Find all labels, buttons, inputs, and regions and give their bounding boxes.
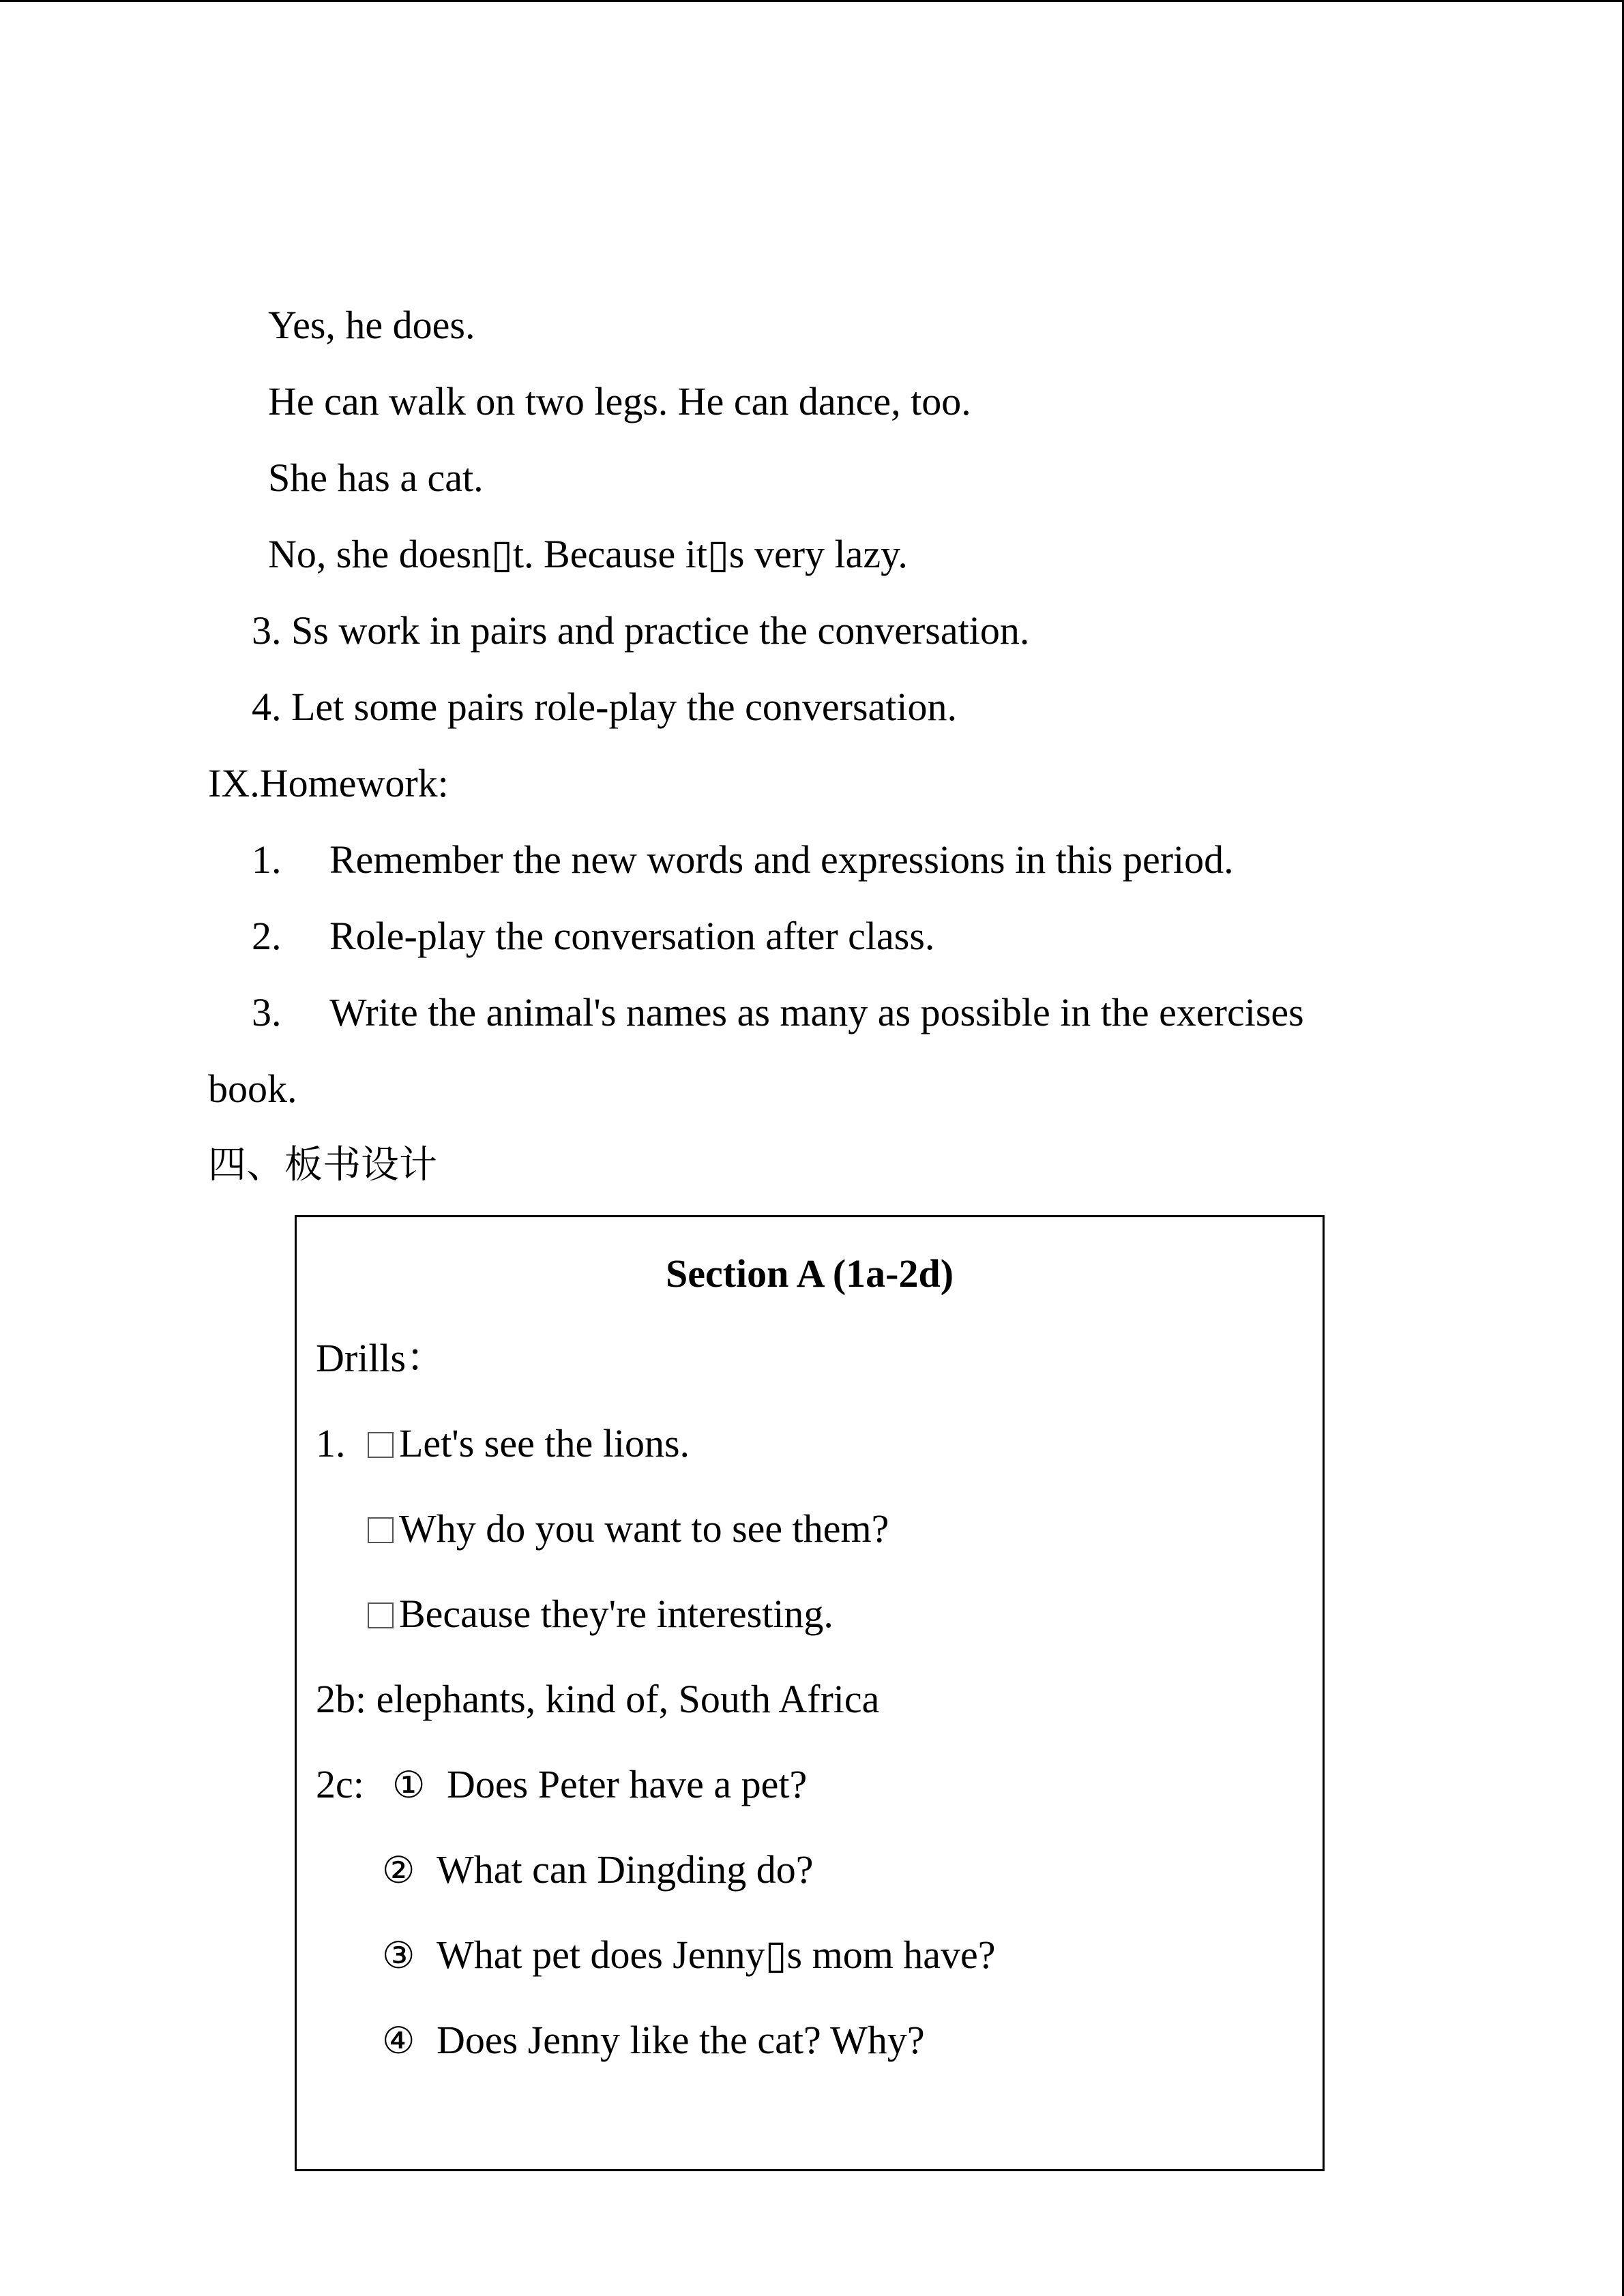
circled-number-icon: ①	[392, 1763, 426, 1806]
board-title: Section A (1a-2d)	[665, 1251, 954, 1296]
circled-number-icon: ④	[382, 2019, 415, 2062]
page-top-border	[0, 0, 1624, 2]
homework-item-3-num: 3.	[252, 990, 282, 1034]
homework-heading: IX.Homework:	[208, 761, 449, 805]
placeholder-box-icon	[368, 1517, 394, 1543]
question-4: ④ Does Jenny like the cat? Why?	[382, 2016, 925, 2065]
answer-line-1: Yes, he does.	[268, 303, 475, 347]
section-heading: 四、板书设计	[208, 1143, 437, 1187]
question-1: ① Does Peter have a pet?	[392, 1761, 807, 1809]
homework-item-2-text: Role-play the conversation after class.	[329, 914, 935, 958]
question-3: ③ What pet does Jenny▯s mom have?	[382, 1931, 996, 1980]
homework-item-1-num: 1.	[252, 837, 282, 882]
homework-item-3-text: Write the animal's names as many as possible in the exercises	[329, 990, 1304, 1034]
drills-label: Drills：	[316, 1336, 446, 1380]
answer-line-2: He can walk on two legs. He can dance, too.	[268, 379, 971, 423]
drill-line-2: Why do you want to see them?	[368, 1505, 889, 1553]
answer-line-3: She has a cat.	[268, 456, 484, 500]
blackboard-design-box	[295, 1215, 1325, 2171]
circled-number-icon: ③	[382, 1934, 415, 1977]
homework-item-3-wrap: book.	[208, 1067, 297, 1111]
step-4-line: 4. Let some pairs role-play the conversation.	[252, 685, 958, 729]
label-2c: 2c:	[316, 1762, 364, 1806]
answer-line-4: No, she doesn▯t. Because it▯s very lazy.	[268, 532, 908, 576]
placeholder-box-icon	[368, 1432, 394, 1458]
circled-number-icon: ②	[382, 1849, 415, 1892]
drill-line-1: Let's see the lions.	[368, 1420, 690, 1467]
homework-item-2-num: 2.	[252, 914, 282, 958]
drill-number: 1.	[316, 1421, 346, 1465]
drill-line-3: Because they're interesting.	[368, 1590, 833, 1638]
placeholder-box-icon	[368, 1602, 394, 1628]
step-3-line: 3. Ss work in pairs and practice the conversation.	[252, 608, 1030, 653]
homework-item-1-text: Remember the new words and expressions in this period.	[329, 837, 1234, 882]
question-2: ② What can Dingding do?	[382, 1846, 813, 1894]
line-2b: 2b: elephants, kind of, South Africa	[316, 1677, 880, 1721]
